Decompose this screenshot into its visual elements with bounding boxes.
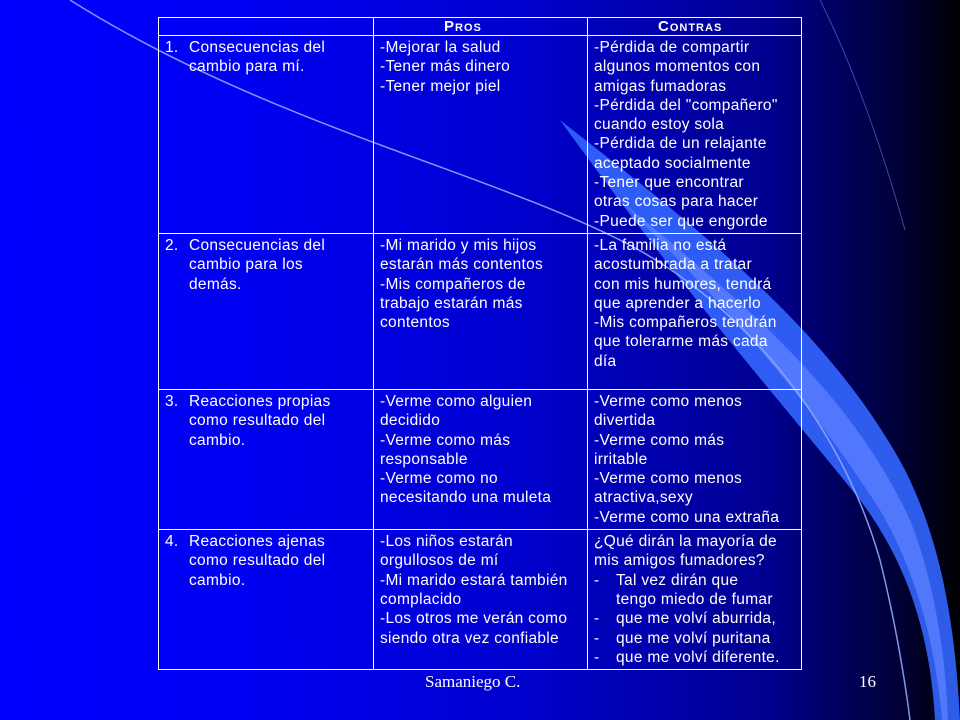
row-number: 2.	[165, 236, 179, 254]
curve-top-arc	[820, 0, 905, 230]
header-contras: Contras	[588, 18, 802, 36]
cause-cell	[159, 389, 374, 529]
header-corner	[159, 18, 374, 36]
contras-cell	[588, 233, 802, 389]
cause-cell	[159, 36, 374, 234]
contras-line: algunos momentos con	[594, 58, 761, 76]
row-number: 4.	[165, 533, 179, 551]
cause-line: Reacciones ajenas	[189, 533, 326, 551]
pros-line: -Mejorar la salud	[380, 39, 501, 56]
list-item-line: que me volví aburrida,	[616, 610, 776, 628]
cause-line: cambio.	[189, 431, 246, 449]
cause-line: como resultado del	[189, 412, 326, 430]
contras-line: -Mis compañeros tendrán	[594, 314, 777, 332]
contras-line: cuando estoy sola	[594, 116, 725, 134]
contras-line: que aprender a hacerlo	[594, 294, 761, 312]
pros-line: -Los niños estarán	[380, 533, 513, 551]
contras-line: atractiva,sexy	[594, 489, 693, 507]
cause-cell	[159, 530, 374, 670]
header-pros: Pros	[374, 18, 588, 36]
pros-line: -Verme como alguien	[380, 392, 533, 410]
pros-line: orgullosos de mí	[380, 552, 499, 570]
dash-bullet: -	[594, 571, 600, 589]
pros-line: -Mis compañeros de	[380, 275, 526, 293]
cause-line: como resultado del	[189, 552, 326, 570]
cause-line: Consecuencias del	[189, 39, 326, 56]
list-item-line: tengo miedo de fumar	[616, 590, 773, 608]
list-item	[594, 629, 797, 648]
pros-line: -Los otros me verán como	[380, 610, 568, 628]
table-row	[159, 233, 802, 389]
pros-line: contentos	[380, 314, 450, 332]
pros-cell	[374, 389, 588, 529]
cause-line: cambio para mí.	[189, 58, 305, 76]
dash-bullet: -	[594, 629, 600, 647]
contras-line: -Verme como una extraña	[594, 508, 780, 526]
pros-line: decidido	[380, 412, 441, 430]
contras-line: que tolerarme más cada	[594, 333, 768, 351]
row-number: 3.	[165, 392, 179, 410]
pros-line: -Mi marido y mis hijos	[380, 236, 537, 254]
contras-intro-line: ¿Qué dirán la mayoría de	[594, 533, 777, 551]
table-header-row	[159, 18, 802, 36]
pros-line: -Verme como más	[380, 431, 511, 449]
contras-line: -Verme como menos	[594, 470, 743, 488]
list-item	[594, 648, 797, 667]
contras-intro-line: mis amigos fumadores?	[594, 552, 765, 570]
footer-author: Samaniego C.	[425, 672, 521, 691]
cause-line: demás.	[189, 275, 242, 293]
cause-line: cambio para los	[189, 256, 303, 274]
pros-cell	[374, 36, 588, 234]
contras-line: con mis humores, tendrá	[594, 275, 772, 293]
contras-line: divertida	[594, 412, 656, 430]
cause-cell	[159, 233, 374, 389]
pros-line: -Mi marido estará también	[380, 571, 568, 589]
cause-line: cambio.	[189, 571, 246, 589]
table-row	[159, 389, 802, 529]
pros-line: -Tener mejor piel	[380, 77, 501, 95]
contras-line: irritable	[594, 450, 648, 468]
pros-line: -Tener más dinero	[380, 58, 511, 76]
list-item-line: Tal vez dirán que	[616, 571, 739, 589]
list-item	[594, 571, 797, 610]
contras-line: otras cosas para hacer	[594, 193, 759, 211]
contras-line: -Puede ser que engorde	[594, 212, 768, 230]
dash-bullet: -	[594, 648, 600, 666]
pros-line: responsable	[380, 450, 468, 468]
pros-line: complacido	[380, 590, 462, 608]
pros-line: siendo otra vez confiable	[380, 629, 559, 647]
cause-line: Consecuencias del	[189, 236, 326, 254]
pros-line: -Verme como no	[380, 470, 498, 488]
pros-line: necesitando una muleta	[380, 489, 552, 507]
contras-line: -Pérdida de un relajante	[594, 135, 767, 153]
dash-bullet: -	[594, 610, 600, 628]
contras-line: -La familia no está	[594, 236, 727, 254]
page-number: 16	[859, 672, 876, 691]
list-item-line: que me volví puritana	[616, 629, 771, 647]
pros-contras-table	[158, 17, 802, 670]
pros-cell	[374, 233, 588, 389]
contras-line: -Tener que encontrar	[594, 174, 744, 192]
contras-line: día	[594, 352, 617, 370]
contras-line: aceptado socialmente	[594, 154, 751, 172]
contras-cell	[588, 36, 802, 234]
contras-line: -Verme como menos	[594, 392, 743, 410]
row-number: 1.	[165, 39, 179, 56]
contras-cell	[588, 530, 802, 670]
list-item	[594, 609, 797, 628]
pros-cell	[374, 530, 588, 670]
list-item-line: que me volví diferente.	[616, 648, 780, 666]
cause-line: Reacciones propias	[189, 392, 331, 410]
contras-line: acostumbrada a tratar	[594, 256, 752, 274]
table-row	[159, 530, 802, 670]
contras-line: amigas fumadoras	[594, 77, 727, 95]
table-row	[159, 36, 802, 234]
pros-line: trabajo estarán más	[380, 294, 523, 312]
contras-cell	[588, 389, 802, 529]
contras-line: -Pérdida de compartir	[594, 39, 750, 56]
contras-line: -Verme como más	[594, 431, 725, 449]
contras-line: -Pérdida del "compañero"	[594, 96, 778, 114]
pros-line: estarán más contentos	[380, 256, 544, 274]
